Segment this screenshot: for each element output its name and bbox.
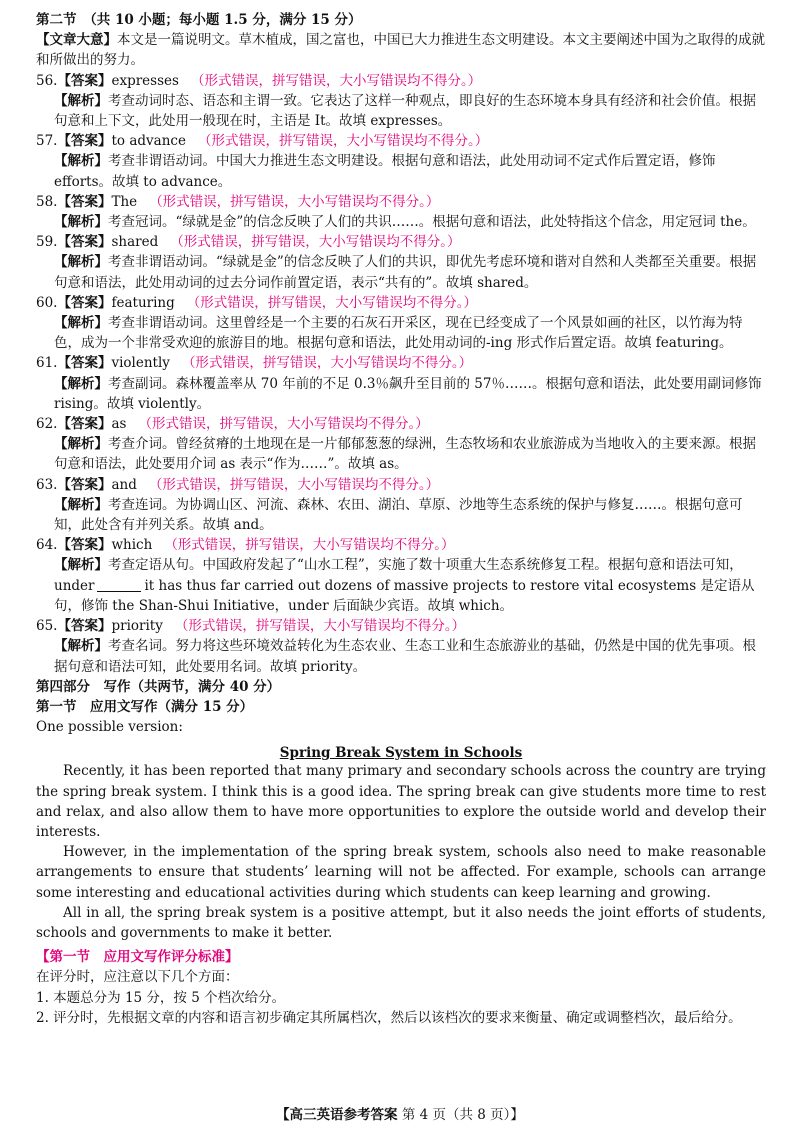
analysis-label: 【解析】 — [54, 254, 108, 271]
penalty-note: （形式错误，拼写错误，大小写错误均不得分。） — [190, 72, 482, 89]
question-number: 65. — [36, 618, 58, 635]
answer-text: and — [111, 476, 137, 493]
analysis-label: 【解析】 — [54, 436, 108, 453]
analysis-label: 【解析】 — [54, 153, 108, 170]
answer-line — [36, 353, 766, 373]
penalty-note: （形式错误，拼写错误，大小写错误均不得分。） — [148, 476, 440, 493]
analysis-text-part1: 考查定语从句。中国政府发起了“山水工程”，实施了数十项重大生态系统修复工程。根据句意和语法可知，under — [54, 557, 743, 594]
question-number: 58. — [36, 193, 58, 210]
answer-text: shared — [111, 234, 159, 251]
summary-text: 本文是一篇说明文。草木植成，国之富也，中国已大力推进生态文明建设。本文主要阐述中国为之取得的成就和所做出的努力。 — [36, 32, 765, 69]
analysis-line — [36, 91, 766, 131]
question-number: 60. — [36, 294, 58, 311]
answer-label: 【答案】 — [57, 355, 112, 372]
analysis-text-part2: it has thus far carried out dozens of massive projects to restore vital ecosystems 是定语从句，修饰 the Shan-Shui Initiative，under 后面缺少宾语。故填 which。 — [54, 577, 755, 614]
footer-title: 【高三英语参考答案 — [276, 1107, 398, 1123]
analysis-line — [36, 212, 766, 232]
essay-paragraph-1: Recently, it has been reported that many primary and secondary schools across the country are trying the spring break system. I think this is a good idea. The spring break can give students more time to rest and relax, and also allow them to have more opportunities to explore the outside world and develop their interests. — [36, 763, 766, 840]
answer-line — [36, 192, 766, 212]
analysis-label: 【解析】 — [54, 92, 108, 109]
analysis-text: 考查副词。森林覆盖率从 70 年前的不足 0.3％飙升至目前的 57％……。根据句意和语法，此处要用副词修饰 rising。故填 violently。 — [54, 375, 762, 412]
answer-label: 【答案】 — [57, 618, 112, 635]
analysis-line — [36, 313, 766, 353]
answer-line — [36, 293, 766, 313]
summary-label: 【文章大意】 — [36, 32, 117, 49]
answer-line — [36, 232, 766, 252]
rubric-title: 【第一节 应用文写作评分标准】 — [36, 949, 239, 966]
page-footer — [0, 1103, 800, 1123]
penalty-note: （形式错误，拼写错误，大小写错误均不得分。） — [174, 618, 466, 635]
rubric-intro: 在评分时，应注意以下几个方面： — [36, 969, 239, 986]
rubric-point-2: 2. 评分时，先根据文章的内容和语言初步确定其所属档次，然后以该档次的要求来衡量、确定或调整档次，最后给分。 — [36, 1009, 742, 1026]
answer-line — [36, 535, 766, 555]
penalty-note: （形式错误，拼写错误，大小写错误均不得分。） — [164, 537, 455, 554]
answer-label: 【答案】 — [57, 294, 112, 311]
answer-line — [36, 414, 766, 434]
penalty-note: （形式错误，拼写错误，大小写错误均不得分。） — [197, 133, 489, 150]
analysis-line — [36, 495, 766, 535]
section-header: 第二节 （共 10 小题；每小题 1.5 分，满分 15 分） — [36, 12, 362, 28]
penalty-note: （形式错误，拼写错误，大小写错误均不得分。） — [181, 355, 473, 372]
analysis-line — [36, 151, 766, 191]
answer-text: to advance — [111, 133, 186, 150]
analysis-line — [36, 636, 766, 676]
answer-label: 【答案】 — [57, 476, 112, 493]
analysis-line — [36, 252, 766, 292]
analysis-line — [36, 434, 766, 474]
answer-line — [36, 71, 766, 91]
question-number: 57. — [36, 133, 58, 150]
answer-text: The — [111, 193, 138, 210]
analysis-label: 【解析】 — [54, 375, 108, 392]
blank-line — [97, 577, 141, 592]
answer-line — [36, 616, 766, 636]
answer-label: 【答案】 — [57, 537, 112, 554]
answer-label: 【答案】 — [57, 133, 112, 150]
analysis-line — [36, 555, 766, 616]
analysis-label: 【解析】 — [54, 638, 108, 655]
analysis-line — [36, 374, 766, 414]
analysis-label: 【解析】 — [54, 496, 108, 513]
answer-line — [36, 475, 766, 495]
essay-paragraph-2: However, in the implementation of the spring break system, schools also need to make reasonable arrangements to ensure that students’ learning will not be affected. For example, schools can arrange some interesting and educational activities during which students can keep learning and growing. — [36, 844, 766, 901]
answer-text: featuring — [111, 294, 175, 311]
part4-header: 第四部分 写作（共两节，满分 40 分） — [36, 678, 281, 695]
answer-label: 【答案】 — [57, 193, 112, 210]
analysis-text: 考查非谓语动词。这里曾经是一个主要的石灰石开采区，现在已经变成了一个风景如画的社区，以竹海为特色，成为一个非常受欢迎的旅游目的地。根据句意和语法，此处用动词的-ing 形式作后置定语。故填 featuring。 — [54, 315, 743, 352]
question-number: 62. — [36, 416, 58, 433]
question-number: 61. — [36, 355, 58, 372]
footer-page: 第 4 页（共 8 页）】 — [401, 1107, 524, 1123]
analysis-label: 【解析】 — [54, 214, 108, 231]
analysis-text: 考查非谓语动词。“绿就是金”的信念反映了人们的共识，即优先考虑环境和谐对自然和人类都至关重要。根据句意和语法，此处用动词的过去分词作前置定语，表示“共有的”。故填 shared。 — [54, 254, 757, 291]
answer-text: as — [111, 416, 127, 433]
section1-header: 第一节 应用文写作（满分 15 分） — [36, 698, 254, 715]
analysis-text: 考查冠词。“绿就是金”的信念反映了人们的共识……。根据句意和语法，此处特指这个信念，用定冠词 the。 — [108, 214, 756, 231]
version-label: One possible version: — [36, 719, 183, 736]
analysis-label: 【解析】 — [54, 315, 108, 332]
penalty-note: （形式错误，拼写错误，大小写错误均不得分。） — [149, 193, 440, 210]
analysis-label: 【解析】 — [54, 557, 108, 574]
answer-text: priority — [111, 618, 163, 635]
analysis-text: 考查介词。曾经贫瘠的土地现在是一片郁郁葱葱的绿洲，生态牧场和农业旅游成为当地收入的主要来源。根据句意和语法，此处要用介词 as 表示“作为……”。故填 as。 — [54, 436, 756, 473]
answer-label: 【答案】 — [57, 234, 112, 251]
penalty-note: （形式错误，拼写错误，大小写错误均不得分。） — [138, 416, 429, 433]
analysis-text: 考查连词。为协调山区、河流、森林、农田、湖泊、草原、沙地等生态系统的保护与修复……。根据句意可知，此处含有并列关系。故填 and。 — [54, 496, 743, 534]
essay-title: Spring Break System in Schools — [279, 745, 523, 762]
rubric-point-1: 1. 本题总分为 15 分，按 5 个档次给分。 — [36, 989, 286, 1006]
answer-line — [36, 131, 766, 151]
question-number: 59. — [36, 234, 58, 251]
question-number: 56. — [36, 72, 58, 89]
analysis-text: 考查非谓语动词。中国大力推进生态文明建设。根据句意和语法，此处用动词不定式作后置定语，修饰 efforts。故填 to advance。 — [54, 153, 716, 190]
question-number: 63. — [36, 476, 58, 493]
answer-text: violently — [111, 355, 170, 372]
answer-label: 【答案】 — [57, 416, 112, 433]
analysis-text: 考查名词。努力将这些环境效益转化为生态农业、生态工业和生态旅游业的基础，仍然是中国的优先事项。根据句意和语法可知，此处要用名词。故填 priority。 — [54, 638, 756, 675]
analysis-text: 考查动词时态、语态和主谓一致。它表达了这样一种观点，即良好的生态环境本身具有经济和社会价值。根据句意和上下文，此处用一般现在时，主语是 It。故填 expresses。 — [54, 92, 756, 130]
penalty-note: （形式错误，拼写错误，大小写错误均不得分。） — [170, 234, 461, 251]
answer-items — [36, 71, 766, 677]
answer-text: expresses — [111, 72, 179, 89]
essay-paragraph-3: All in all, the spring break system is a positive attempt, but it also needs the joint efforts of students, schools and governments to make it better. — [36, 904, 766, 941]
article-summary — [36, 30, 766, 70]
answer-label: 【答案】 — [57, 72, 112, 89]
penalty-note: （形式错误，拼写错误，大小写错误均不得分。） — [186, 294, 477, 311]
question-number: 64. — [36, 537, 58, 554]
answer-text: which — [111, 537, 153, 554]
